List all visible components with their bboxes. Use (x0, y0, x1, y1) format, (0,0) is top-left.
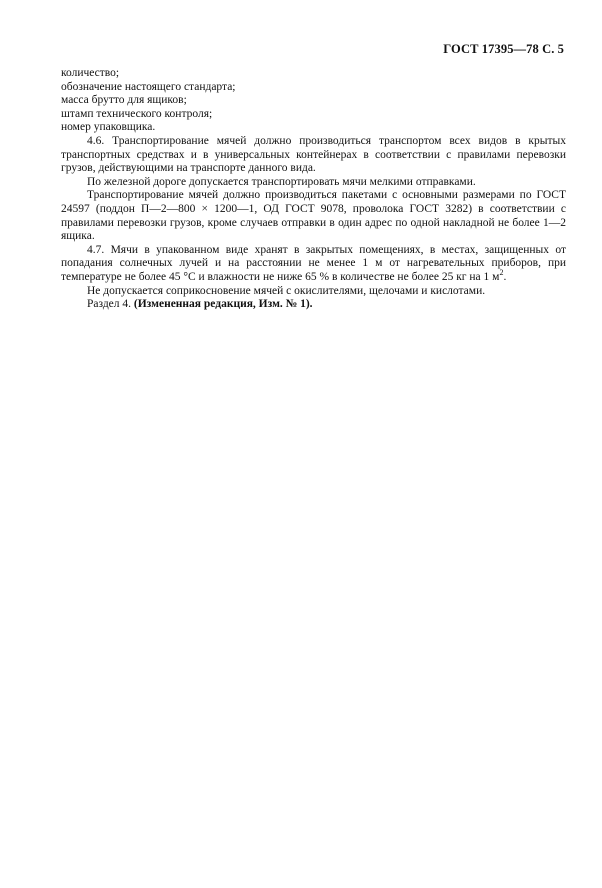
section-amendment-note (61, 298, 566, 312)
list-item: масса брутто для ящиков; (61, 94, 187, 107)
paragraph-4-7-period: . (503, 270, 507, 283)
list-item: номер упаковщика. (61, 121, 156, 134)
list-item: количество; (61, 67, 120, 79)
running-header: ГОСТ 17395—78 С. 5 (443, 42, 564, 56)
document-body (61, 67, 566, 312)
paragraph-4-6: 4.6. Транспортирование мячей должно производиться транспортом всех видов в крытых транспортных средствах и в универсальных контейнерах в соответствии с правилами перевозки грузов, действующими на транспорте данного вида. (61, 134, 566, 175)
list-item: обозначение настоящего стандарта; (61, 80, 236, 93)
list-item: штамп технического контроля; (61, 107, 213, 120)
paragraph-packet-transport: Транспортирование мячей должно производиться пакетами с основными размерами по ГОСТ 24597 (поддон П—2—800 × 1200—1, ОД ГОСТ 9078, проволока ГОСТ 3282) в соответствии с правилами перевозки грузов, кроме случаев отправки в один адрес по одной накладной не более 1—2 ящика. (61, 189, 566, 243)
paragraph-4-7 (61, 244, 566, 285)
superscript-squared: 2 (499, 268, 504, 278)
paragraph-rail-transport: По железной дороге допускается транспортировать мячи мелкими отправками. (87, 175, 476, 188)
paragraph-contact-prohibition: Не допускается соприкосновение мячей с окислителями, щелочами и кислотами. (87, 284, 486, 297)
amendment-note: (Измененная редакция, Изм. № 1). (133, 298, 313, 311)
section-label: Раздел 4. (87, 298, 132, 311)
paragraph-4-7-text: 4.7. Мячи в упакованном виде хранят в закрытых помещениях, в местах, защищенных от попадания солнечных лучей и на расстоянии не менее 1 м от нагревательных приборов, при температуре не более 45 °С и влажности не ниже 65 % в количестве не более 25 кг на 1 м (61, 243, 566, 283)
